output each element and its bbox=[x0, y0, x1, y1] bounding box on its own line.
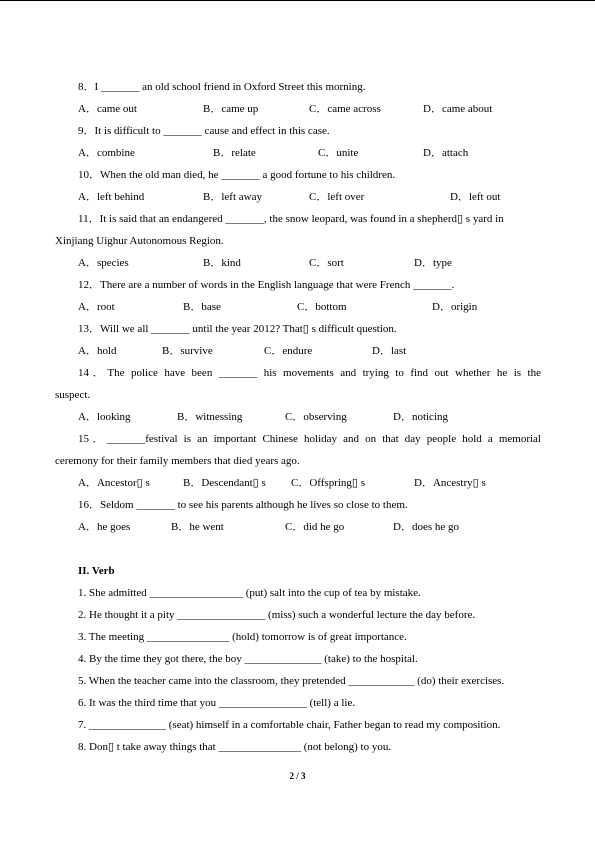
question-13-stem: 13．Will we all _______ until the year 2012? That▯ s difficult question. bbox=[78, 323, 397, 335]
verb-item-4: 4. By the time they got there, the boy ______________ (take) to the hospital. bbox=[78, 653, 418, 665]
question-15-stem: 15．_______festival is an important Chinese holiday and on that day people hold a memorial bbox=[78, 433, 541, 445]
question-12-option-c: C．bottom bbox=[297, 301, 347, 313]
question-10-stem: 10．When the old man died, he _______ a good fortune to his children. bbox=[78, 169, 396, 181]
question-11-option-a: A．species bbox=[78, 257, 129, 269]
question-11-stem: 11．It is said that an endangered _______, the snow leopard, was found in a shepherd▯ s yard in bbox=[78, 213, 504, 225]
verb-item-1: 1. She admitted _________________ (put) salt into the cup of tea by mistake. bbox=[78, 587, 421, 599]
question-8-option-d: D．came about bbox=[423, 103, 493, 115]
question-14-option-a: A．looking bbox=[78, 411, 131, 423]
question-13-option-b: B．survive bbox=[162, 345, 213, 357]
verb-item-6: 6. It was the third time that you ________________ (tell) a lie. bbox=[78, 697, 356, 709]
question-12-option-a: A．root bbox=[78, 301, 115, 313]
section-title: II. Verb bbox=[78, 565, 115, 577]
question-12-stem: 12．There are a number of words in the English language that were French _______. bbox=[78, 279, 455, 291]
top-rule bbox=[0, 0, 595, 1]
question-11-stem-continued: Xinjiang Uighur Autonomous Region. bbox=[55, 235, 224, 247]
question-8-option-c: C．came across bbox=[309, 103, 381, 115]
question-16-option-d: D．does he go bbox=[393, 521, 459, 533]
question-11-option-d: D．type bbox=[414, 257, 452, 269]
question-10-option-a: A．left behind bbox=[78, 191, 145, 203]
question-14-stem: 14．The police have been _______ his movements and trying to find out whether he is the bbox=[78, 367, 541, 379]
question-12-option-d: D．origin bbox=[432, 301, 478, 313]
question-15-option-b: B．Descendant▯ s bbox=[183, 477, 266, 489]
question-9-option-c: C．unite bbox=[318, 147, 359, 159]
question-12-option-b: B．base bbox=[183, 301, 221, 313]
question-9-option-a: A．combine bbox=[78, 147, 135, 159]
question-14-option-c: C．observing bbox=[285, 411, 347, 423]
verb-item-2: 2. He thought it a pity ________________ (miss) such a wonderful lecture the day before. bbox=[78, 609, 476, 621]
question-15-option-c: C．Offspring▯ s bbox=[291, 477, 365, 489]
question-16-stem: 16．Seldom _______ to see his parents although he lives so close to them. bbox=[78, 499, 408, 511]
page-number: 2 / 3 bbox=[289, 771, 306, 781]
question-8-stem: 8．I _______ an old school friend in Oxford Street this morning. bbox=[78, 81, 366, 93]
verb-item-8: 8. Don▯ t take away things that _______________ (not belong) to you. bbox=[78, 741, 392, 753]
question-13-option-d: D．last bbox=[372, 345, 407, 357]
question-10-option-c: C．left over bbox=[309, 191, 365, 203]
verb-item-3: 3. The meeting _______________ (hold) tomorrow is of great importance. bbox=[78, 631, 407, 643]
question-13-option-a: A．hold bbox=[78, 345, 117, 357]
question-14-option-b: B．witnessing bbox=[177, 411, 243, 423]
question-8-option-a: A．came out bbox=[78, 103, 137, 115]
question-15-option-d: D．Ancestry▯ s bbox=[414, 477, 486, 489]
question-16-option-c: C．did he go bbox=[285, 521, 345, 533]
question-16-option-b: B．he went bbox=[171, 521, 224, 533]
question-11-option-c: C．sort bbox=[309, 257, 344, 269]
question-16-option-a: A．he goes bbox=[78, 521, 131, 533]
verb-item-7: 7. ______________ (seat) himself in a comfortable chair, Father began to read my composition. bbox=[78, 719, 501, 731]
question-10-option-b: B．left away bbox=[203, 191, 262, 203]
question-15-stem-continued: ceremony for their family members that died years ago. bbox=[55, 455, 300, 467]
verb-item-5: 5. When the teacher came into the classroom, they pretended ____________ (do) their exercises. bbox=[78, 675, 505, 687]
question-9-option-b: B．relate bbox=[213, 147, 256, 159]
question-9-option-d: D．attach bbox=[423, 147, 469, 159]
question-8-option-b: B．came up bbox=[203, 103, 259, 115]
question-14-stem-continued: suspect. bbox=[55, 389, 91, 401]
question-10-option-d: D．left out bbox=[450, 191, 501, 203]
question-11-option-b: B．kind bbox=[203, 257, 241, 269]
question-15-option-a: A．Ancestor▯ s bbox=[78, 477, 150, 489]
question-13-option-c: C．endure bbox=[264, 345, 313, 357]
question-9-stem: 9．It is difficult to _______ cause and effect in this case. bbox=[78, 125, 330, 137]
question-14-option-d: D．noticing bbox=[393, 411, 448, 423]
